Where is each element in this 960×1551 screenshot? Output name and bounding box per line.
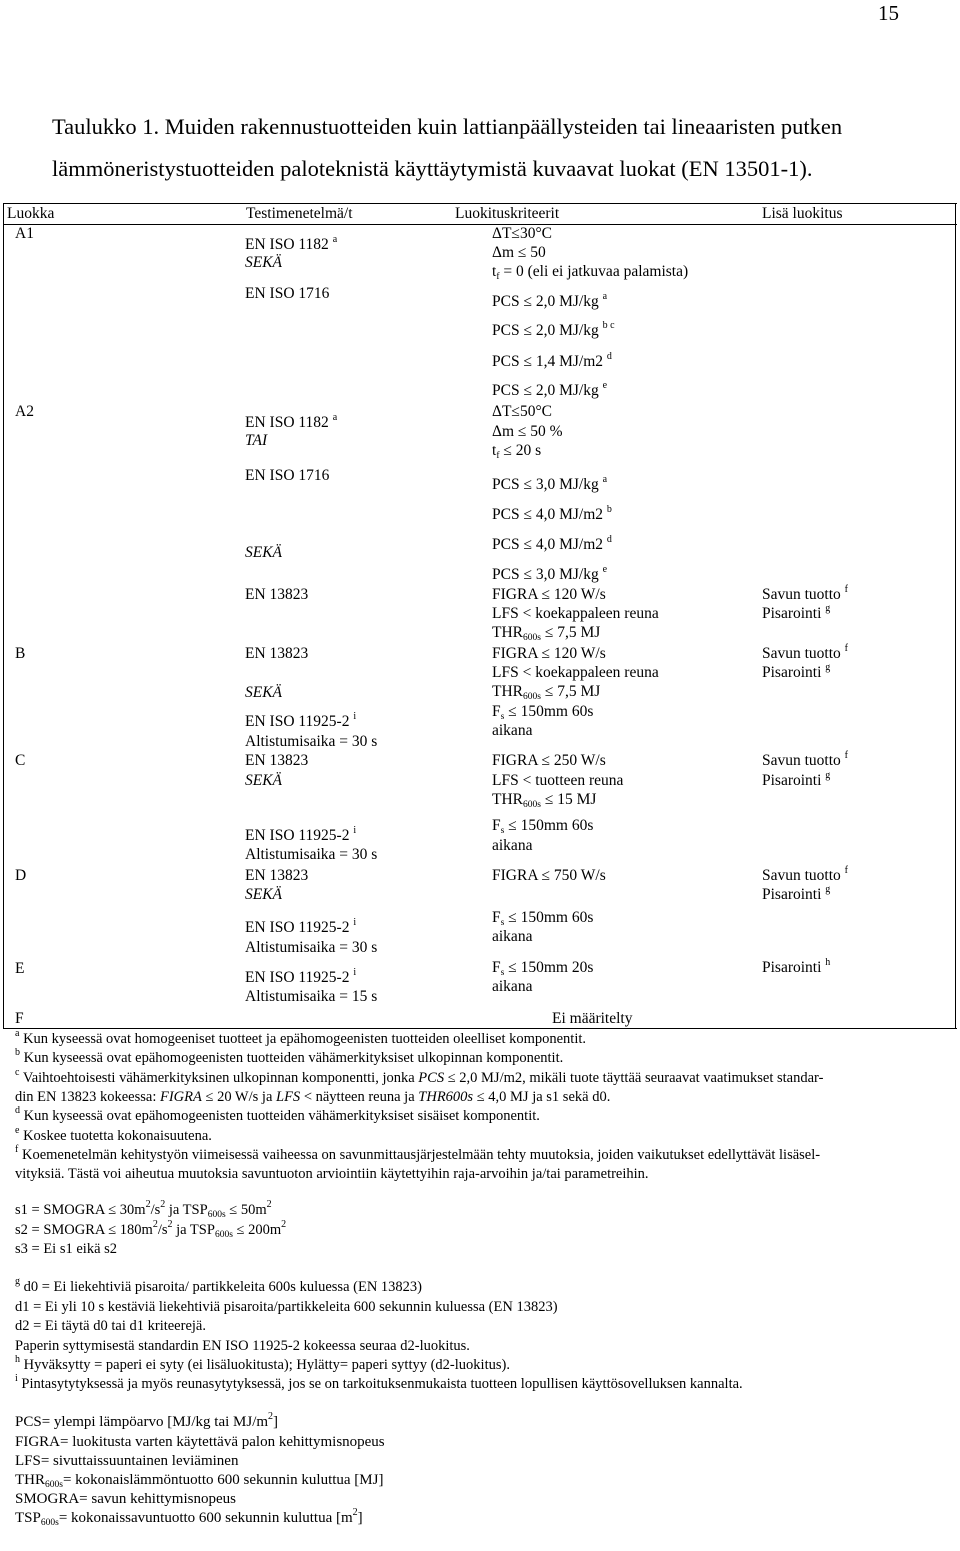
a1-crit-pcs-d: PCS ≤ 1,4 MJ/m2 $^d$ (492, 351, 612, 370)
b-method-en13823: EN 13823 (245, 645, 309, 662)
b-crit-lfs: LFS < koekappaleen reuna (492, 664, 659, 681)
a2-crit-figra: FIGRA ≤ 120 W/s (492, 586, 606, 603)
b-method-seka: SEKÄ (245, 684, 283, 701)
a2-extra-pis: Pisarointi $^g$ (762, 603, 831, 622)
f-crit-ei: Ei määritelty (552, 1010, 633, 1027)
e-method-iso11925: EN ISO 11925-2 $^i$ (245, 967, 357, 986)
footnote-g-d1: d1 = Ei yli 10 s kestäviä liekehtiviä pisaroita/partikkeleita 600 sekunnin kuluessa (EN 13823) (15, 1299, 558, 1315)
class-d: D (15, 867, 27, 884)
a2-method-seka: SEKÄ (245, 544, 283, 561)
b-crit-fs: $F_s \le 150mm$ 60s (492, 703, 594, 722)
table-caption-line-1: Taulukko 1. Muiden rakennustuotteiden kuin lattianpäällysteiden tai lineaaristen putken (52, 114, 843, 139)
footnote-h: $^h$ Hyväksytty = paperi ei syty (ei lisäluokitusta); Hylätty= paperi syttyy (d2-luokitus). (15, 1354, 510, 1373)
b-method-alt30: Altistumisaika = 30 s (245, 733, 378, 750)
a1-crit-tf0: $t_f = 0$ (eli ei jatkuvaa palamista) (492, 263, 689, 282)
d-extra-pis: Pisarointi $^g$ (762, 884, 831, 903)
header-separator (3, 224, 957, 225)
e-method-alt15: Altistumisaika = 15 s (245, 988, 378, 1005)
a2-method-tai: TAI (245, 432, 268, 449)
table-left-border (3, 203, 4, 1029)
footnote-e: $^e$ Koskee tuotetta kokonaisuutena. (15, 1125, 212, 1144)
class-a1: A1 (15, 225, 34, 242)
a2-method-iso1716: EN ISO 1716 (245, 467, 330, 484)
footnote-c-line2: din EN 13823 kokeessa: FIGRA ≤ 20 W/s ja LFS < näytteen reuna ja THR600s ≤ 4,0 MJ ja s1 sekä d0. (15, 1089, 611, 1105)
smoke-s3: s3 = Ei s1 eikä s2 (15, 1241, 118, 1257)
b-extra-savun: Savun tuotto $^f$ (762, 643, 849, 662)
footnote-d: $^d$ Kun kyseessä ovat epähomogeenisten tuotteiden vähämerkityksiset sisäiset komponentit. (15, 1105, 540, 1124)
a1-crit-dt30: ΔT≤30°C (492, 225, 552, 242)
c-crit-figra: FIGRA ≤ 250 W/s (492, 752, 606, 769)
a2-crit-thr: $THR_{600s} \le 7,5$ MJ (492, 624, 601, 643)
a1-method-iso1716: EN ISO 1716 (245, 285, 330, 302)
page-number: 15 (878, 1, 899, 25)
d-method-iso11925: EN ISO 11925-2 $^i$ (245, 917, 357, 936)
e-extra-pis: Pisarointi $^h$ (762, 957, 831, 976)
class-f: F (15, 1010, 24, 1027)
smoke-s1: s1 = SMOGRA ≤ $30m^2/s^2$ ja $TSP_{600s} \le 50m^2$ (15, 1199, 272, 1220)
footnote-paper: Paperin syttymisestä standardin EN ISO 11925-2 kokeessa seuraa d2-luokitus. (15, 1338, 470, 1354)
class-c: C (15, 752, 26, 769)
c-method-en13823: EN 13823 (245, 752, 309, 769)
a1-method-iso1182: EN ISO 1182 $^a$ (245, 234, 338, 253)
c-crit-lfs: LFS < tuotteen reuna (492, 772, 624, 789)
footnote-b: $^b$ Kun kyseessä ovat epähomogeenisten tuotteiden vähämerkityksiset ulkopinnan komponentit. (15, 1047, 564, 1066)
a2-crit-lfs: LFS < koekappaleen reuna (492, 605, 659, 622)
c-crit-aikana: aikana (492, 837, 533, 854)
a1-crit-dm50: Δm ≤ 50 (492, 244, 546, 261)
class-a2: A2 (15, 403, 34, 420)
a2-crit-pcs-b: PCS ≤ 4,0 MJ/m2 $^b$ (492, 504, 612, 523)
footnote-f-line1: $^f$ Koemenetelmän kehitystyön viimeisessä vaiheessa on savunmittausjärjestelmään tehty muutoksia, joiden vaikutukset edellyttävät lisäsel- (15, 1144, 821, 1163)
d-crit-fs: $F_s \le 150mm$ 60s (492, 909, 594, 928)
legend-pcs: PCS= ylempi lämpöarvo [MJ/kg tai $MJ/m^2$] (15, 1411, 279, 1430)
class-b: B (15, 645, 26, 662)
smoke-s2: s2 = SMOGRA ≤ $180m^2/s^2$ ja $TSP_{600s} \le 200m^2$ (15, 1219, 287, 1240)
header-luokituskriteerit: Luokituskriteerit (455, 205, 560, 222)
a1-method-seka: SEKÄ (245, 254, 283, 271)
header-lisaluokitus: Lisä luokitus (762, 205, 843, 222)
footnote-c-line1: $^c$ Vaihtoehtoisesti vähämerkityksinen ulkopinnan komponentti, jonka PCS ≤ 2,0 MJ/m2, mikäli tuote täyttää seuraavat vaatimukset standar- (15, 1067, 824, 1086)
a2-crit-pcs-d: PCS ≤ 4,0 MJ/m2 $^d$ (492, 534, 612, 553)
header-luokka: Luokka (7, 205, 55, 222)
c-method-alt30: Altistumisaika = 30 s (245, 846, 378, 863)
d-crit-aikana: aikana (492, 928, 533, 945)
footnote-f-line2: vityksiä. Tästä voi aiheutua muutoksia savuntuoton arviointiin käytettyihin raja-arvoihin ja/tai parametreihin. (15, 1166, 649, 1182)
b-crit-aikana: aikana (492, 722, 533, 739)
a1-crit-pcs-bc: PCS ≤ 2,0 MJ/kg $^{b c}$ (492, 320, 615, 339)
d-crit-figra: FIGRA ≤ 750 W/s (492, 867, 606, 884)
e-crit-fs: $F_s \le 150mm$ 20s (492, 959, 594, 978)
b-extra-pis: Pisarointi $^g$ (762, 662, 831, 681)
a2-method-en13823: EN 13823 (245, 586, 309, 603)
a2-crit-dm50: Δm ≤ 50 % (492, 423, 563, 440)
e-crit-aikana: aikana (492, 978, 533, 995)
b-crit-thr: $THR_{600s} \le 7,5$ MJ (492, 683, 601, 702)
table-caption-line-2: lämmöneristystuotteiden paloteknistä käyttäytymistä kuvaavat luokat (EN 13501-1). (52, 156, 813, 181)
d-method-seka: SEKÄ (245, 886, 283, 903)
c-extra-savun: Savun tuotto $^f$ (762, 750, 849, 769)
header-testimenetelma: Testimenetelmä/t (246, 205, 353, 222)
a2-extra-savun: Savun tuotto $^f$ (762, 584, 849, 603)
c-method-iso11925: EN ISO 11925-2 $^i$ (245, 825, 357, 844)
b-crit-figra: FIGRA ≤ 120 W/s (492, 645, 606, 662)
a2-crit-dt50: ΔT≤50°C (492, 403, 552, 420)
legend-figra: FIGRA= luokitusta varten käytettävä palon kehittymisnopeus (15, 1434, 385, 1450)
c-extra-pis: Pisarointi $^g$ (762, 770, 831, 789)
table-bottom-border (3, 1028, 957, 1029)
table-right-border (955, 203, 956, 1029)
a2-crit-tf20: $t_f \le 20$ s (492, 442, 542, 461)
a2-crit-pcs-a: PCS ≤ 3,0 MJ/kg $^a$ (492, 474, 608, 493)
footnote-i: $^i$ Pintasytytyksessä ja myös reunasytytyksessä, jos se on tarkoituksenmukaista tuotteen lopullisen käyttösovelluksen kannalta. (15, 1373, 743, 1392)
a1-crit-pcs-e: PCS ≤ 2,0 MJ/kg $^e$ (492, 380, 608, 399)
a2-crit-pcs-e: PCS ≤ 3,0 MJ/kg $^e$ (492, 564, 608, 583)
footnote-g-d2: d2 = Ei täytä d0 tai d1 kriteerejä. (15, 1318, 206, 1334)
d-extra-savun: Savun tuotto $^f$ (762, 865, 849, 884)
b-method-iso11925: EN ISO 11925-2 $^i$ (245, 711, 357, 730)
c-method-seka: SEKÄ (245, 772, 283, 789)
class-e: E (15, 960, 25, 977)
legend-tsp: $TSP_{600s}=$ kokonaissavuntuotto 600 sekunnin kuluttua $[m^2]$ (15, 1507, 363, 1528)
d-method-en13823: EN 13823 (245, 867, 309, 884)
a1-crit-pcs-a: PCS ≤ 2,0 MJ/kg $^a$ (492, 291, 608, 310)
d-method-alt30: Altistumisaika = 30 s (245, 939, 378, 956)
a2-method-iso1182: EN ISO 1182 $^a$ (245, 412, 338, 431)
legend-thr: $THR_{600s}=$ kokonaislämmöntuotto 600 sekunnin kuluttua [MJ] (15, 1472, 384, 1490)
legend-lfs: LFS= sivuttaissuuntainen leviäminen (15, 1453, 239, 1469)
legend-smogra: SMOGRA= savun kehittymisnopeus (15, 1491, 236, 1507)
footnote-a: $^a$ Kun kyseessä ovat homogeeniset tuotteet ja epähomogeenisten tuotteiden oleelliset komponentit. (15, 1028, 587, 1047)
c-crit-fs: $F_s \le 150mm$ 60s (492, 817, 594, 836)
footnote-g-d0: $^g$ d0 = Ei liekehtiviä pisaroita/ partikkeleita 600s kuluessa (EN 13823) (15, 1276, 422, 1295)
c-crit-thr: $THR_{600s} \le 15$ MJ (492, 791, 597, 810)
